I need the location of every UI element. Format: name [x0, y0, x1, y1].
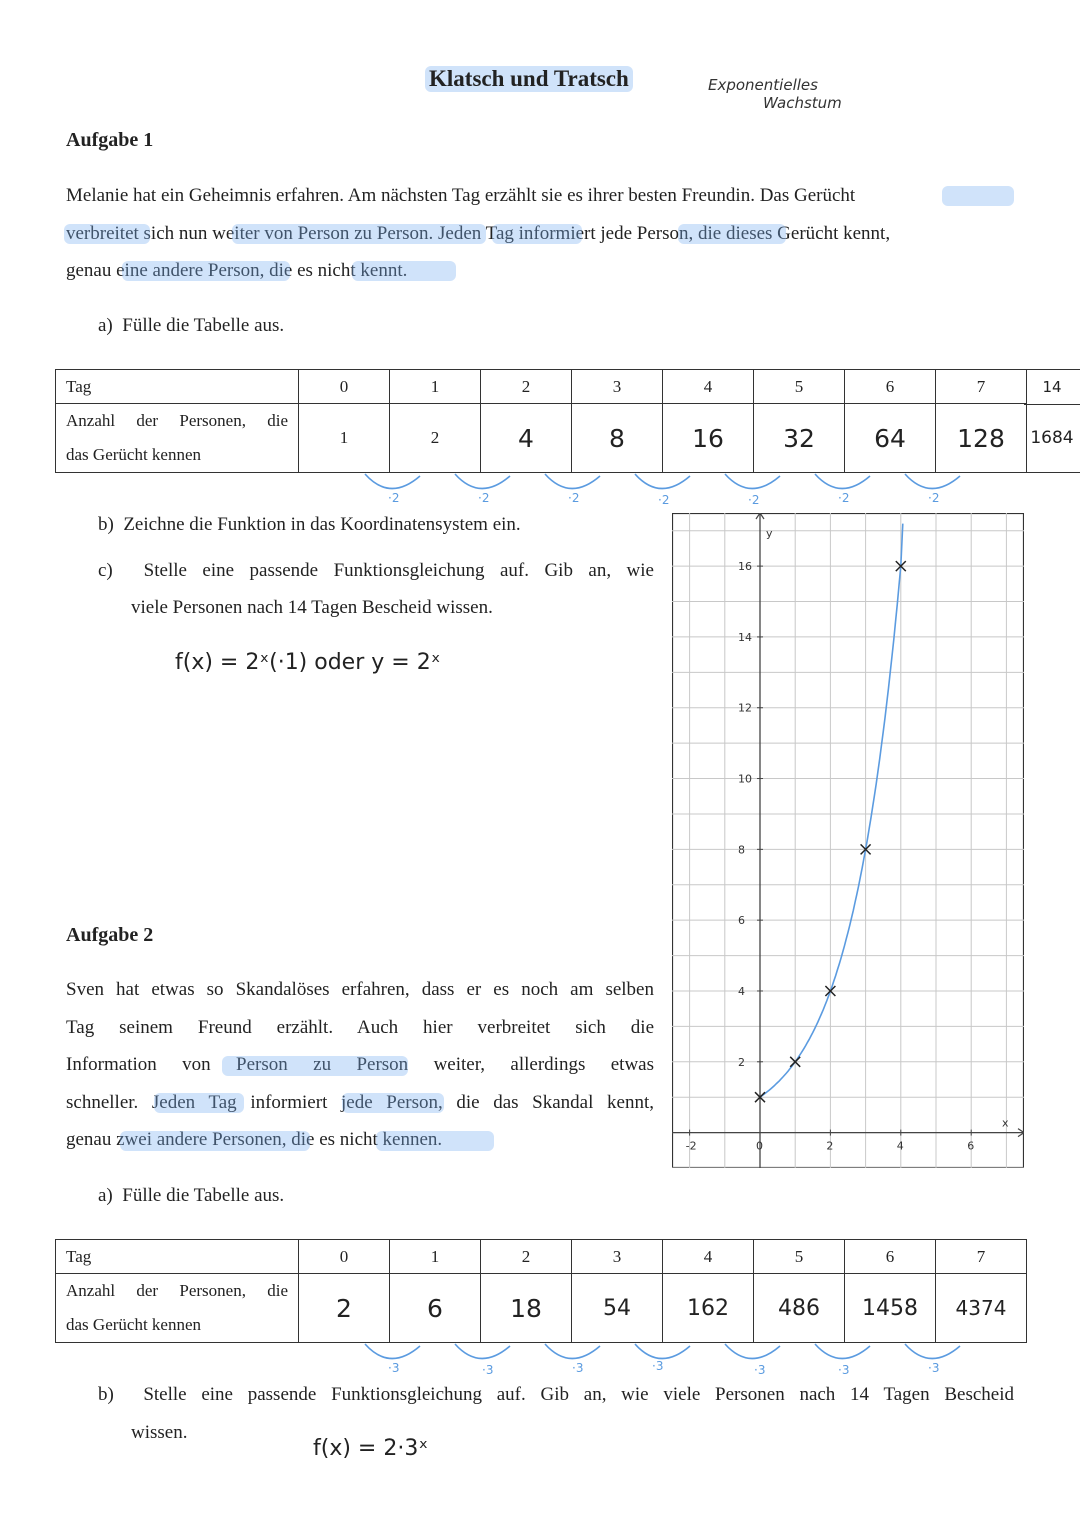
task2-heading: Aufgabe 2: [66, 924, 154, 946]
value-cell: 486: [754, 1274, 845, 1343]
margin-note: [708, 76, 842, 112]
task2-line-5: genau zwei andere Personen, die es nicht kennen.: [66, 1129, 443, 1150]
task2-b-line-2: wissen.: [131, 1422, 188, 1443]
value-cell: 54: [572, 1274, 663, 1343]
row-label-line-1: Anzahl der Personen, die: [66, 411, 288, 430]
x-tick-label: -2: [685, 1139, 697, 1153]
task2-line-4: schneller. Jeden Tag informiert jede Person, die das Skandal kennt,: [66, 1091, 654, 1113]
value-cell: 64: [845, 404, 936, 473]
task1-c-line-2: viele Personen nach 14 Tagen Bescheid wissen.: [131, 597, 493, 618]
y-tick-label: 2: [738, 1055, 745, 1069]
task1-line-3: genau eine andere Person, die es nicht kennt.: [66, 260, 408, 281]
highlight-mark: [222, 1056, 408, 1076]
page-title: Klatsch und Tratsch: [425, 66, 633, 92]
day-cell: 3: [572, 1240, 663, 1274]
task2-line-3: Information von Person zu Person weiter, allerdings etwas: [66, 1054, 654, 1075]
day-cell: 0: [299, 1240, 390, 1274]
highlight-mark: [122, 261, 290, 281]
task1-answer: f(x) = 2ˣ(·1) oder y = 2ˣ: [175, 650, 441, 675]
table-row-label: [56, 404, 299, 473]
table-task2: [55, 1239, 1027, 1343]
task1-c-line-1: c) Stelle eine passende Funktionsgleichung auf. Gib an, wie: [98, 560, 654, 581]
day-cell: 2: [481, 1240, 572, 1274]
value-cell: 2: [299, 1274, 390, 1343]
highlight-mark: [342, 1093, 444, 1113]
y-tick-label: 6: [738, 914, 745, 928]
day-cell: 1: [390, 1240, 481, 1274]
table-task1: [55, 369, 1027, 473]
factor-label: ·2: [838, 491, 850, 505]
value-cell: 6: [390, 1274, 481, 1343]
day-cell: 4: [663, 1240, 754, 1274]
margin-note-line-2: Wachstum: [763, 94, 842, 112]
value-cell: 32: [754, 404, 845, 473]
value-cell: 18: [481, 1274, 572, 1343]
row-label-line-2: das Gerücht kennen: [66, 1315, 202, 1334]
y-tick-label: 8: [738, 843, 745, 857]
y-tick-label: 12: [738, 701, 752, 715]
x-tick-label: 2: [826, 1139, 834, 1153]
factor-label: ·2: [478, 491, 490, 505]
x-tick-label: 0: [756, 1139, 763, 1153]
highlight-mark: [120, 1131, 310, 1151]
factor-arcs-task2: [300, 1342, 1020, 1382]
task2-a: a) Fülle die Tabelle aus.: [98, 1185, 285, 1206]
highlight-mark: [154, 1093, 244, 1113]
highlight-mark: [64, 224, 150, 244]
day-cell: 7: [936, 370, 1027, 404]
day-cell: 5: [754, 1240, 845, 1274]
task2-line-2: Tag seinem Freund erzählt. Auch hier verbreitet sich die: [66, 1016, 654, 1038]
day-cell: 4: [663, 370, 754, 404]
task1-line-1: Melanie hat ein Geheimnis erfahren. Am nächsten Tag erzählt sie es ihrer besten Freundin. Das Gerücht: [66, 185, 856, 206]
factor-label: ·2: [388, 491, 400, 505]
highlight-mark: [376, 1131, 494, 1151]
y-tick-label: 10: [738, 772, 752, 786]
value-cell: 1458: [845, 1274, 936, 1343]
task2-b: b) Stelle eine passende Funktionsgleichung auf. Gib an, wie viele Personen nach 14 Tagen Bescheid: [98, 1384, 1014, 1405]
day-cell: 7: [936, 1240, 1027, 1274]
x-tick-label: 6: [967, 1139, 975, 1153]
value-cell: 1: [299, 404, 390, 473]
table-header-tag: Tag: [56, 370, 299, 404]
x-axis-label: x: [1002, 1116, 1009, 1130]
factor-label: ·3: [652, 1359, 664, 1373]
factor-label: ·2: [568, 491, 580, 505]
table-row-label: [56, 1274, 299, 1343]
extra-day-cell: 14: [1024, 369, 1080, 405]
x-tick-label: 4: [896, 1139, 904, 1153]
task1-a: a) Fülle die Tabelle aus.: [98, 315, 285, 336]
factor-label: ·2: [748, 493, 760, 507]
task1-c: [98, 552, 654, 626]
highlight-mark: [678, 224, 786, 244]
factor-label: ·3: [388, 1361, 400, 1375]
row-label-line-2: das Gerücht kennen: [66, 445, 202, 464]
table-header-tag: Tag: [56, 1240, 299, 1274]
coordinate-system: [672, 513, 1024, 1168]
factor-label: ·3: [838, 1363, 850, 1377]
factor-label: ·3: [928, 1361, 940, 1375]
value-cell: 8: [572, 404, 663, 473]
highlight-mark: [352, 261, 456, 281]
day-cell: 2: [481, 370, 572, 404]
task2-line-1: Sven hat etwas so Skandalöses erfahren, dass er es noch am selben: [66, 979, 654, 1000]
factor-label: ·3: [754, 1363, 766, 1377]
value-cell: 162: [663, 1274, 754, 1343]
task2-answer: f(x) = 2·3ˣ: [313, 1436, 429, 1461]
margin-note-line-1: Exponentielles: [708, 76, 818, 94]
value-cell: 2: [390, 404, 481, 473]
row-label-line-1: Anzahl der Personen, die: [66, 1281, 288, 1300]
value-cell: 128: [936, 404, 1027, 473]
y-tick-label: 4: [738, 984, 745, 998]
day-cell: 1: [390, 370, 481, 404]
factor-label: ·2: [658, 493, 670, 507]
factor-label: ·2: [928, 491, 940, 505]
factor-label: ·3: [572, 1361, 584, 1375]
highlight-mark: [942, 186, 1014, 206]
value-cell: 4: [481, 404, 572, 473]
task1-line-2: verbreitet sich nun weiter von Person zu Person. Jeden Tag informiert jede Person, die dieses Gerücht kennt,: [66, 222, 891, 244]
day-cell: 3: [572, 370, 663, 404]
factor-label: ·3: [482, 1363, 494, 1377]
day-cell: 0: [299, 370, 390, 404]
y-tick-label: 16: [738, 560, 752, 574]
y-axis-label: y: [766, 527, 773, 540]
task1-b: b) Zeichne die Funktion in das Koordinatensystem ein.: [98, 514, 521, 535]
value-cell: 4374: [936, 1274, 1027, 1343]
factor-arcs-task1: [300, 472, 1020, 512]
day-cell: 6: [845, 370, 936, 404]
task1-heading: Aufgabe 1: [66, 129, 154, 151]
value-cell: 16: [663, 404, 754, 473]
highlight-mark: [232, 224, 486, 244]
y-tick-label: 14: [738, 630, 752, 644]
highlight-mark: [492, 224, 582, 244]
day-cell: 5: [754, 370, 845, 404]
extra-value-cell: 1684: [1024, 404, 1080, 473]
day-cell: 6: [845, 1240, 936, 1274]
